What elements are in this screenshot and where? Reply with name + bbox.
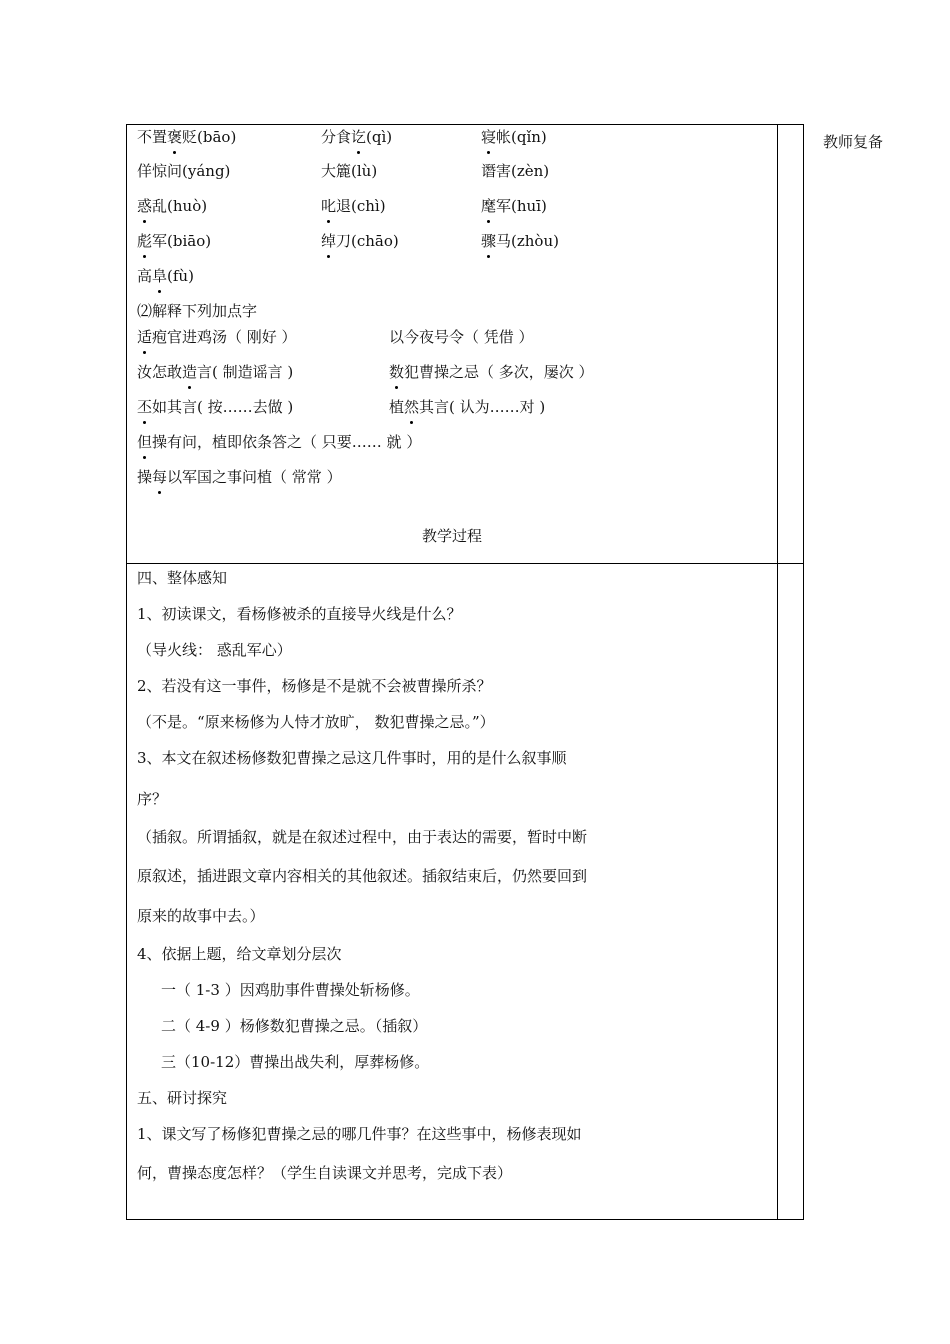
answer: 原来的故事中去。） xyxy=(137,907,265,925)
question: 1、课文写了杨修犯曹操之忌的哪几件事？在这些事中，杨修表现如 xyxy=(137,1125,582,1143)
pron-item: 谮害(zèn) xyxy=(481,162,550,180)
question: 2、若没有这一事件，杨修是不是就不会被曹操所杀？ xyxy=(137,677,492,695)
pron-item: 分食讫(qì) xyxy=(321,125,392,149)
explain-item: 丕如其言( 按……去做 ) xyxy=(137,395,293,419)
pron-item: 惑乱(huò) xyxy=(137,194,207,218)
pron-item: 骤马(zhòu) xyxy=(481,229,559,253)
pron-item: 高阜(fù) xyxy=(137,264,194,288)
explain-item: 适疱官进鸡汤（ 刚好 ） xyxy=(137,325,297,349)
explain-item: 以今夜号令（ 凭借 ） xyxy=(389,328,534,346)
teacher-review-header: 教师复备 xyxy=(822,133,883,151)
explain-item: 但操有问，植即依条答之（ 只要…… 就 ） xyxy=(137,430,421,454)
explain-item: 数犯曹操之忌（ 多次，屡次 ） xyxy=(389,360,594,384)
layer-item: 二（ 4-9 ）杨修数犯曹操之忌。（插叙） xyxy=(161,1017,428,1035)
section-heading: 四、整体感知 xyxy=(137,569,228,587)
row-divider xyxy=(127,563,803,564)
pron-item: 绰刀(chāo) xyxy=(321,229,399,253)
question: 何，曹操态度怎样？（学生自读课文并思考，完成下表） xyxy=(137,1164,513,1182)
pron-item: 不置褒贬(bāo) xyxy=(137,125,236,149)
pron-item: 叱退(chì) xyxy=(321,194,386,218)
answer: （导火线： 惑乱军心） xyxy=(137,641,292,659)
answer: 原叙述，插进跟文章内容相关的其他叙述。插叙结束后，仍然要回到 xyxy=(137,867,588,885)
explain-title: ⑵解释下列加点字 xyxy=(137,302,258,320)
pron-item: 佯惊问(yáng) xyxy=(137,162,231,180)
pron-item: 彪军(biāo) xyxy=(137,229,211,253)
pron-item: 寝帐(qǐn) xyxy=(481,125,547,149)
answer: （不是。“原来杨修为人恃才放旷， 数犯曹操之忌。”） xyxy=(137,713,495,731)
answer: （插叙。所谓插叙，就是在叙述过程中，由于表达的需要，暂时中断 xyxy=(137,828,588,846)
question: 4、依据上题，给文章划分层次 xyxy=(137,945,342,963)
layer-item: 三（10-12）曹操出战失利，厚葬杨修。 xyxy=(161,1053,430,1071)
layer-item: 一（ 1-3 ）因鸡肋事件曹操处斩杨修。 xyxy=(161,981,420,999)
question: 1、初读课文，看杨修被杀的直接导火线是什么？ xyxy=(137,605,462,623)
section-heading: 五、研讨探究 xyxy=(137,1089,228,1107)
explain-item: 汝怎敢造言( 制造谣言 ) xyxy=(137,360,293,384)
pron-item: 大簏(lù) xyxy=(321,162,378,180)
question: 序？ xyxy=(137,790,168,808)
question: 3、本文在叙述杨修数犯曹操之忌这几件事时，用的是什么叙事顺 xyxy=(137,749,567,767)
pron-item: 麾军(huī) xyxy=(481,194,547,218)
column-divider xyxy=(777,125,778,1219)
explain-item: 操每以军国之事问植（ 常常 ） xyxy=(137,465,342,489)
explain-item: 植然其言( 认为……对 ) xyxy=(389,395,545,419)
process-title: 教学过程 xyxy=(421,527,482,545)
lesson-table xyxy=(126,124,883,1220)
